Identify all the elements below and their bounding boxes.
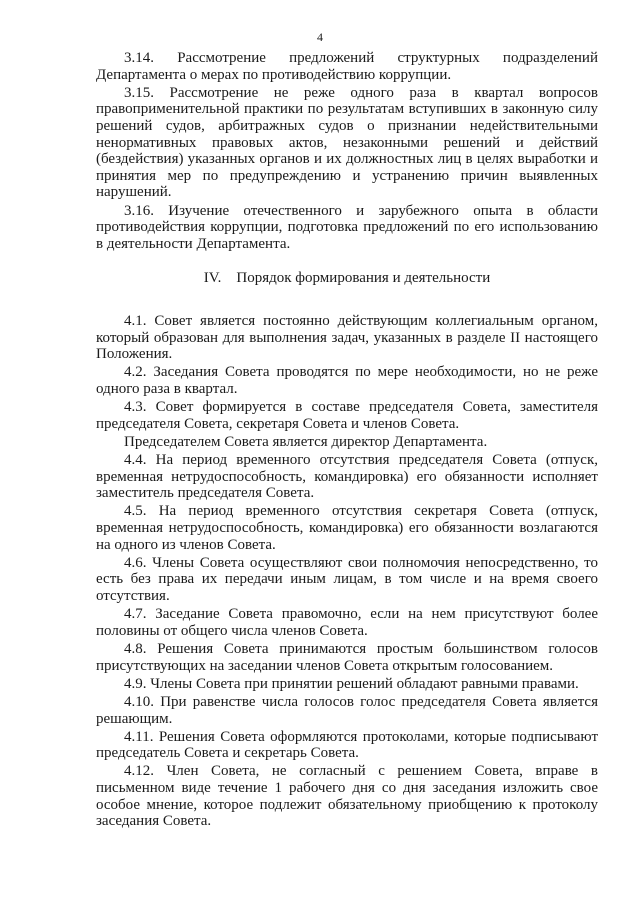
paragraph-4-11: 4.11. Решения Совета оформляются протоколами, которые подписывают председатель Совета и секретарь Совета. bbox=[96, 728, 598, 762]
paragraph-4-6: 4.6. Члены Совета осуществляют свои полномочия непосредственно, то есть без права их передачи иным лицам, в том числе и на время своего отсутствия. bbox=[96, 554, 598, 604]
paragraph-4-1: 4.1. Совет является постоянно действующим коллегиальным органом, который образован для выполнения задач, указанных в разделе II настоящего Положения. bbox=[96, 312, 598, 363]
section-heading: IV. Порядок формирования и деятельности bbox=[203, 270, 491, 287]
paragraph-4-10: 4.10. При равенстве числа голосов голос председателя Совета является решающим. bbox=[96, 693, 598, 727]
paragraph-4-12: 4.12. Член Совета, не согласный с решением Совета, вправе в письменном виде течение 1 рабочего дня со дня заседания изложить свое особое мнение, которое подлежит обязательному приобщению к протоколу заседания Совета. bbox=[96, 763, 598, 830]
paragraph-3-14: 3.14. Рассмотрение предложений структурных подразделений Департамента о мерах по противодействию коррупции. bbox=[96, 50, 598, 83]
paragraph-4-2: 4.2. Заседания Совета проводятся по мере необходимости, но не реже одного раза в квартал. bbox=[96, 364, 598, 397]
paragraph-4-5: 4.5. На период временного отсутствия секретаря Совета (отпуск, временная нетрудоспособность, командировка) его обязанности возлагаются на одного из членов Совета. bbox=[96, 503, 598, 553]
paragraph-3-16: 3.16. Изучение отечественного и зарубежного опыта в области противодействия коррупции, подготовка предложений по его использованию в деятельности Департамента. bbox=[96, 202, 598, 252]
paragraph-4-8: 4.8. Решения Совета принимаются простым большинством голосов присутствующих на заседании членов Совета открытым голосованием. bbox=[96, 640, 598, 674]
paragraph-4-3: 4.3. Совет формируется в составе председателя Совета, заместителя председателя Совета, секретаря Совета и членов Совета. bbox=[96, 399, 598, 432]
paragraph-4-7: 4.7. Заседание Совета правомочно, если на нем присутствуют более половины от общего числа членов Совета. bbox=[96, 606, 598, 639]
paragraph-3-15: 3.15. Рассмотрение не реже одного раза в квартал вопросов правоприменительной практики по результатам вступивших в законную силу решений судов, арбитражных судов о признании недействительными ненормативных правовых актов, незаконными решений и действий (бездействия) указанных органов и их должностных лиц в целях выработки и принятия мер по предупреждению и устранению причин выявленных нарушений. bbox=[96, 84, 598, 201]
paragraph-4-4: 4.4. На период временного отсутствия председателя Совета (отпуск, временная нетрудоспособность, командировка) его обязанности исполняет заместитель председателя Совета. bbox=[96, 452, 598, 502]
page-number: 4 bbox=[317, 30, 323, 44]
paragraph-4-9: 4.9. Члены Совета при принятии решений обладают равными правами. bbox=[124, 675, 579, 692]
document-body bbox=[96, 50, 598, 831]
paragraph-chairman: Председателем Совета является директор Департамента. bbox=[124, 433, 488, 450]
